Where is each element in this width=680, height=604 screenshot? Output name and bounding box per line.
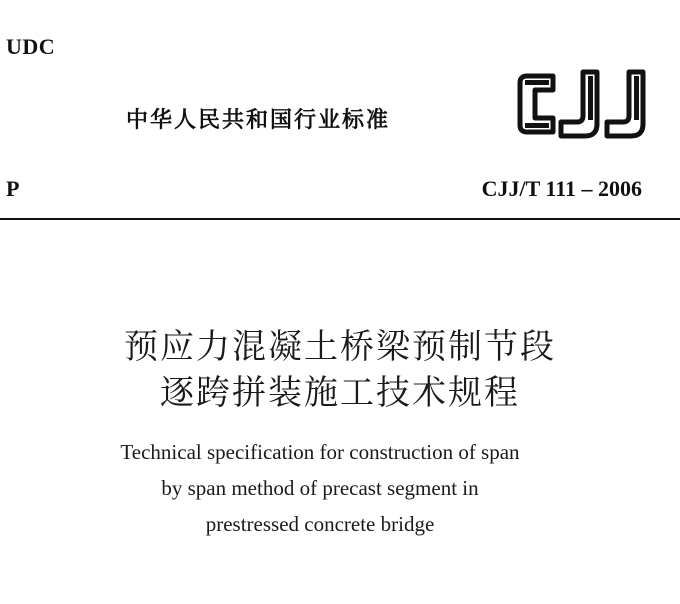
english-title	[0, 434, 640, 542]
chinese-title-line-1: 预应力混凝土桥梁预制节段	[124, 327, 556, 367]
cjj-logo	[515, 66, 650, 142]
header-divider	[0, 218, 680, 220]
national-standard-heading: 中华人民共和国行业标准	[126, 108, 391, 133]
english-title-line-3: prestressed concrete bridge	[205, 512, 435, 536]
standard-number: CJJ/T 111 – 2006	[481, 176, 642, 201]
classification-code: P	[6, 176, 20, 201]
chinese-title	[0, 324, 680, 416]
udc-label: UDC	[6, 34, 56, 59]
english-title-line-1: Technical specification for construction of span	[120, 440, 520, 464]
chinese-title-line-2: 逐跨拼装施工技术规程	[160, 373, 520, 413]
english-title-line-2: by span method of precast segment in	[161, 476, 479, 500]
